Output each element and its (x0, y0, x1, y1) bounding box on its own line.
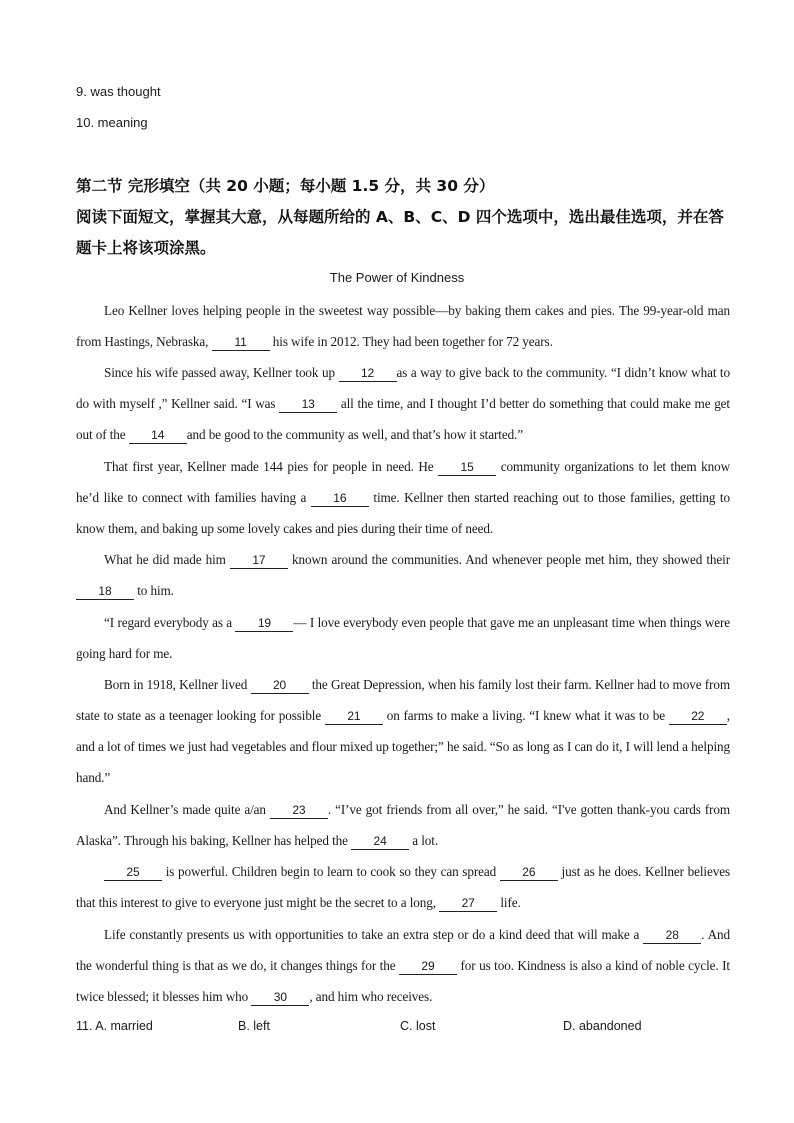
paragraph-text: time. Kellner then started reaching out to those families, getting to know them, and baking up some lovely cakes and pies during their time of need. (76, 490, 730, 536)
paragraph-text: — I love everybody even people that gave me an unpleasant time when things were going hard for me. (76, 615, 730, 661)
paragraph-text: life. (497, 895, 521, 910)
paragraph-6 (76, 669, 730, 793)
paragraph-text: for us too. Kindness is also a kind of noble cycle. It twice blessed; it blesses him who (76, 958, 731, 1004)
blank-30[interactable]: 30 (251, 990, 309, 1006)
blank-12[interactable]: 12 (339, 366, 397, 382)
paragraph-text: all the time, and I thought I’d better do something that could make me get out of the (76, 396, 730, 442)
option-d[interactable]: D. abandoned (563, 1019, 642, 1033)
passage-title: The Power of Kindness (329, 270, 465, 285)
blank-23[interactable]: 23 (270, 803, 328, 819)
paragraph-text: to him. (134, 583, 174, 598)
paragraph-5 (76, 607, 730, 669)
paragraph-text: “I regard everybody as a (104, 615, 236, 630)
paragraph-text: , and him who receives. (309, 989, 433, 1004)
paragraph-8 (76, 856, 730, 918)
answer-line-9: 9. was thought (76, 84, 161, 99)
paragraph-2 (76, 357, 730, 450)
blank-15[interactable]: 15 (438, 460, 496, 476)
paragraph-text: just as he does. Kellner believes that this interest to give to everyone just might be the secret to a long, (76, 864, 730, 910)
blank-26[interactable]: 26 (500, 865, 558, 881)
answer-line-10: 10. meaning (76, 115, 148, 130)
blank-21[interactable]: 21 (325, 709, 383, 725)
blank-18[interactable]: 18 (76, 584, 134, 600)
paragraph-text: and be good to the community as well, and that’s how it started.” (186, 427, 524, 442)
blank-19[interactable]: 19 (235, 616, 293, 632)
paragraph-1 (76, 295, 730, 357)
paragraph-text: known around the communities. And whenever people met him, they showed their (287, 552, 730, 567)
section-instruction: 阅读下面短文，掌握其大意，从每题所给的 A、B、C、D 四个选项中，选出最佳选项，并在答题卡上将该项涂黑。 (76, 208, 724, 257)
blank-25[interactable]: 25 (104, 865, 162, 881)
paragraph-text: . “I’ve got friends from all over,” he said. “I've gotten thank-you cards from Alaska”. Through his baking, Kellner has helped the (76, 802, 730, 848)
blank-16[interactable]: 16 (311, 491, 369, 507)
paragraph-text: Life constantly presents us with opportunities to take an extra step or do a kind deed that will make a (104, 927, 644, 942)
paragraph-text: , and a lot of times we just had vegetables and flour mixed up together;” he said. “So as long as I can do it, I will lend a helping hand.” (76, 708, 730, 785)
paragraph-9 (76, 919, 730, 1012)
blank-27[interactable]: 27 (439, 896, 497, 912)
option-a[interactable]: 11. A. married (76, 1019, 153, 1033)
blank-28[interactable]: 28 (643, 928, 701, 944)
blank-20[interactable]: 20 (251, 678, 309, 694)
paragraph-text: his wife in 2012. They had been together for 72 years. (269, 334, 553, 349)
paragraph-3 (76, 451, 730, 544)
paragraph-text: Leo Kellner loves helping people in the sweetest way possible—by baking them cakes and pies. The 99-year-old man from Hastings, Nebraska, (76, 303, 730, 349)
blank-14[interactable]: 14 (129, 428, 187, 444)
paragraph-text: is powerful. Children begin to learn to cook so they can spread (162, 864, 500, 879)
paragraph-text: on farms to make a living. “I knew what it was to be (382, 708, 669, 723)
blank-22[interactable]: 22 (669, 709, 727, 725)
paragraph-text: That first year, Kellner made 144 pies for people in need. He (104, 459, 439, 474)
blank-24[interactable]: 24 (351, 834, 409, 850)
paragraph-text: the Great Depression, when his family lost their farm. Kellner had to move from state to state as a teenager looking for possible (76, 677, 731, 723)
paragraph-text: Born in 1918, Kellner lived (104, 677, 251, 692)
blank-13[interactable]: 13 (279, 397, 337, 413)
section-title: 第二节 完形填空（共 20 小题；每小题 1.5 分，共 30 分） (76, 177, 495, 195)
option-c[interactable]: C. lost (400, 1019, 436, 1033)
paragraph-text: And Kellner’s made quite a/an (104, 802, 270, 817)
paragraph-text: a lot. (409, 833, 439, 848)
blank-17[interactable]: 17 (230, 553, 288, 569)
paragraph-7 (76, 794, 730, 856)
paragraph-text: . And the wonderful thing is that as we do, it changes things for the (76, 927, 730, 973)
blank-29[interactable]: 29 (399, 959, 457, 975)
option-b[interactable]: B. left (238, 1019, 270, 1033)
paragraph-4 (76, 544, 730, 606)
paragraph-text: Since his wife passed away, Kellner took up (104, 365, 339, 380)
paragraph-text: as a way to give back to the community. “I didn’t know what to do with myself ,” Kellner said. “I was (76, 365, 730, 411)
paragraph-text: community organizations to let them know he’d like to connect with families having a (76, 459, 730, 505)
paragraph-text: What he did made him (104, 552, 230, 567)
blank-11[interactable]: 11 (212, 335, 270, 351)
